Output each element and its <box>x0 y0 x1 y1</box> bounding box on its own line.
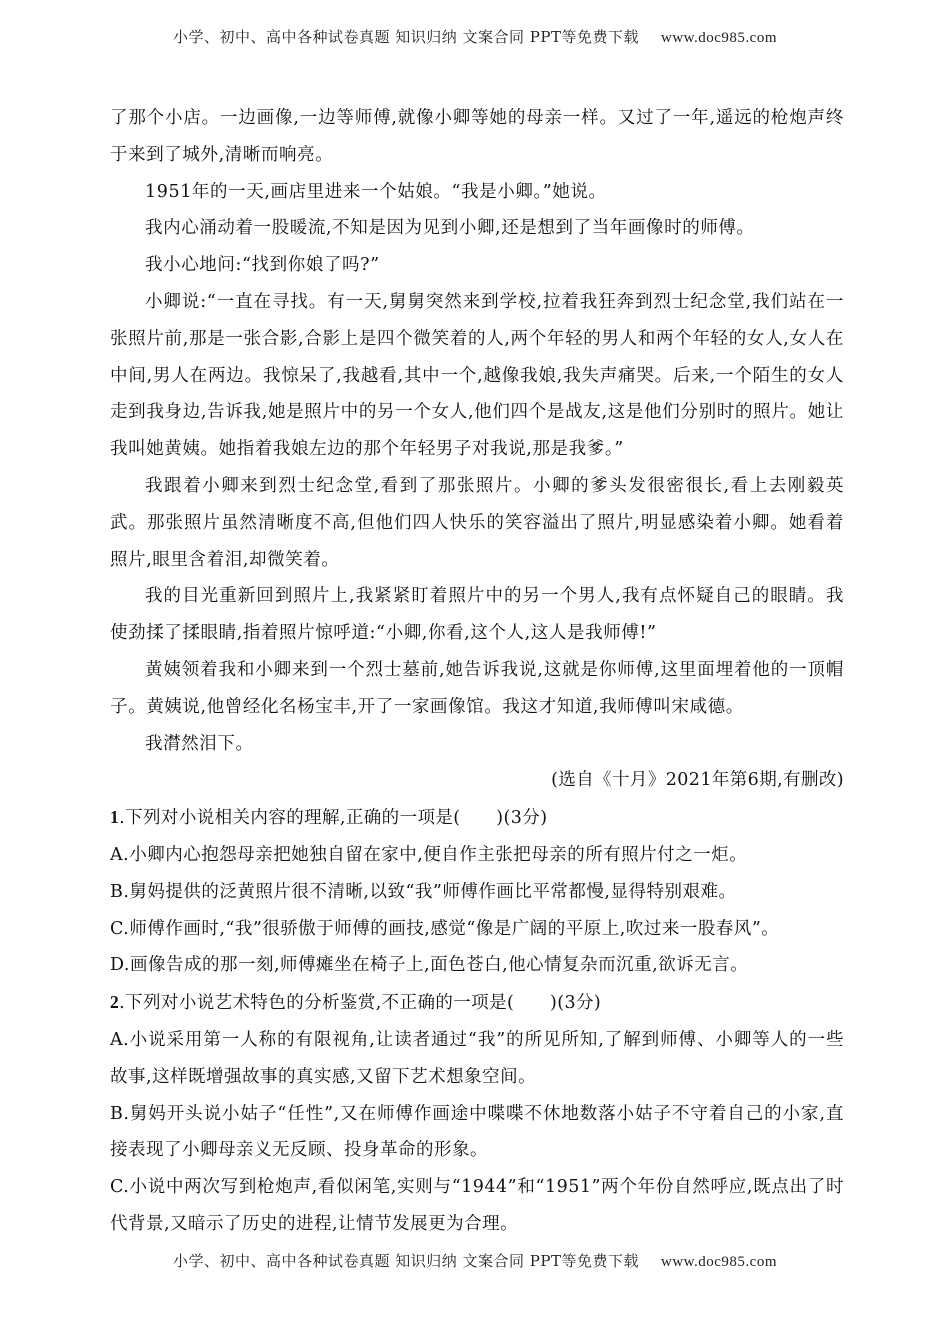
story-paragraph: 我的目光重新回到照片上,我紧紧盯着照片中的另一个男人,我有点怀疑自己的眼睛。我使劲揉了揉眼睛,指着照片惊呼道:“小卿,你看,这个人,这人是我师傅!” <box>110 586 844 644</box>
story-paragraph: 我跟着小卿来到烈士纪念堂,看到了那张照片。小卿的爹头发很密很长,看上去刚毅英武。那张照片虽然清晰度不高,但他们四人快乐的笑容溢出了照片,明显感染着小卿。她看着照片,眼里含着泪,却微笑着。 <box>110 475 844 570</box>
question-2-option-a: A.小说采用第一人称的有限视角,让读者通过“我”的所见所知,了解到师傅、小卿等人的一些故事,这样既增强故事的真实感,又留下艺术想象空间。 <box>110 1029 844 1087</box>
document-body <box>110 100 844 1243</box>
question-1-option-a: A.小卿内心抱怨母亲把她独自留在家中,便自作主张把母亲的所有照片付之一炬。 <box>110 844 748 865</box>
story-paragraph: 小卿说:“一直在寻找。有一天,舅舅突然来到学校,拉着我狂奔到烈士纪念堂,我们站在一张照片前,那是一张合影,合影上是四个微笑着的人,两个年轻的男人和两个年轻的女人,女人在中间,男人在两边。我惊呆了,我越看,其中一个,越像我娘,我失声痛哭。后来,一个陌生的女人走到我身边,告诉我,她是照片中的另一个女人,他们四个是战友,这是他们分别时的照片。她让我叫她黄姨。她指着我娘左边的那个年轻男子对我说,那是我爹。” <box>110 291 844 460</box>
header-text: 小学、初中、高中各种试卷真题 知识归纳 文案合同 PPT等免费下载 <box>172 28 639 46</box>
question-1-number: 1 <box>110 807 120 828</box>
story-paragraph: 我内心涌动着一股暖流,不知是因为见到小卿,还是想到了当年画像时的师傅。 <box>145 218 755 239</box>
story-paragraph: 我潸然泪下。 <box>145 733 254 754</box>
page-header <box>0 26 950 47</box>
footer-text: 小学、初中、高中各种试卷真题 知识归纳 文案合同 PPT等免费下载 <box>172 1252 639 1270</box>
page-footer <box>0 1250 950 1271</box>
question-2-option-c: C.小说中两次写到枪炮声,看似闲笔,实则与“1944”和“1951”两个年份自然呼应,既点出了时代背景,又暗示了历史的进程,让情节发展更为合理。 <box>110 1177 844 1234</box>
question-1-option-d: D.画像告成的那一刻,师傅瘫坐在椅子上,面色苍白,他心情复杂而沉重,欲诉无言。 <box>110 955 749 976</box>
question-2-stem: 2.下列对小说艺术特色的分析鉴赏,不正确的一项是( )(3分) <box>110 992 602 1014</box>
question-2-number: 2 <box>110 992 120 1013</box>
footer-url[interactable]: www.doc985.com <box>660 1254 777 1270</box>
question-1-option-c: C.师傅作画时,“我”很骄傲于师傅的画技,感觉“像是广阔的平原上,吹过来一股春风”。 <box>110 918 780 939</box>
header-url[interactable]: www.doc985.com <box>660 30 777 46</box>
story-paragraph: 了那个小店。一边画像,一边等师傅,就像小卿等她的母亲一样。又过了一年,遥远的枪炮声终于来到了城外,清晰而响亮。 <box>110 108 844 165</box>
source-citation: (选自《十月》2021年第6期,有删改) <box>551 770 844 791</box>
story-paragraph: 我小心地问:“找到你娘了吗?” <box>145 255 380 276</box>
question-2-option-b: B.舅妈开头说小姑子“任性”,又在师傅作画途中喋喋不休地数落小姑子不守着自己的小家,直接表现了小卿母亲义无反顾、投身革命的形象。 <box>110 1103 844 1161</box>
question-1-stem: 1.下列对小说相关内容的理解,正确的一项是( )(3分) <box>110 807 548 829</box>
story-paragraph: 黄姨领着我和小卿来到一个烈士墓前,她告诉我说,这就是你师傅,这里面埋着他的一顶帽子。黄姨说,他曾经化名杨宝丰,开了一家画像馆。我这才知道,我师傅叫宋咸德。 <box>110 659 844 717</box>
question-1-option-b: B.舅妈提供的泛黄照片很不清晰,以致“我”师傅作画比平常都慢,显得特别艰难。 <box>110 881 737 902</box>
story-paragraph: 1951年的一天,画店里进来一个姑娘。“我是小卿。”她说。 <box>145 181 607 202</box>
